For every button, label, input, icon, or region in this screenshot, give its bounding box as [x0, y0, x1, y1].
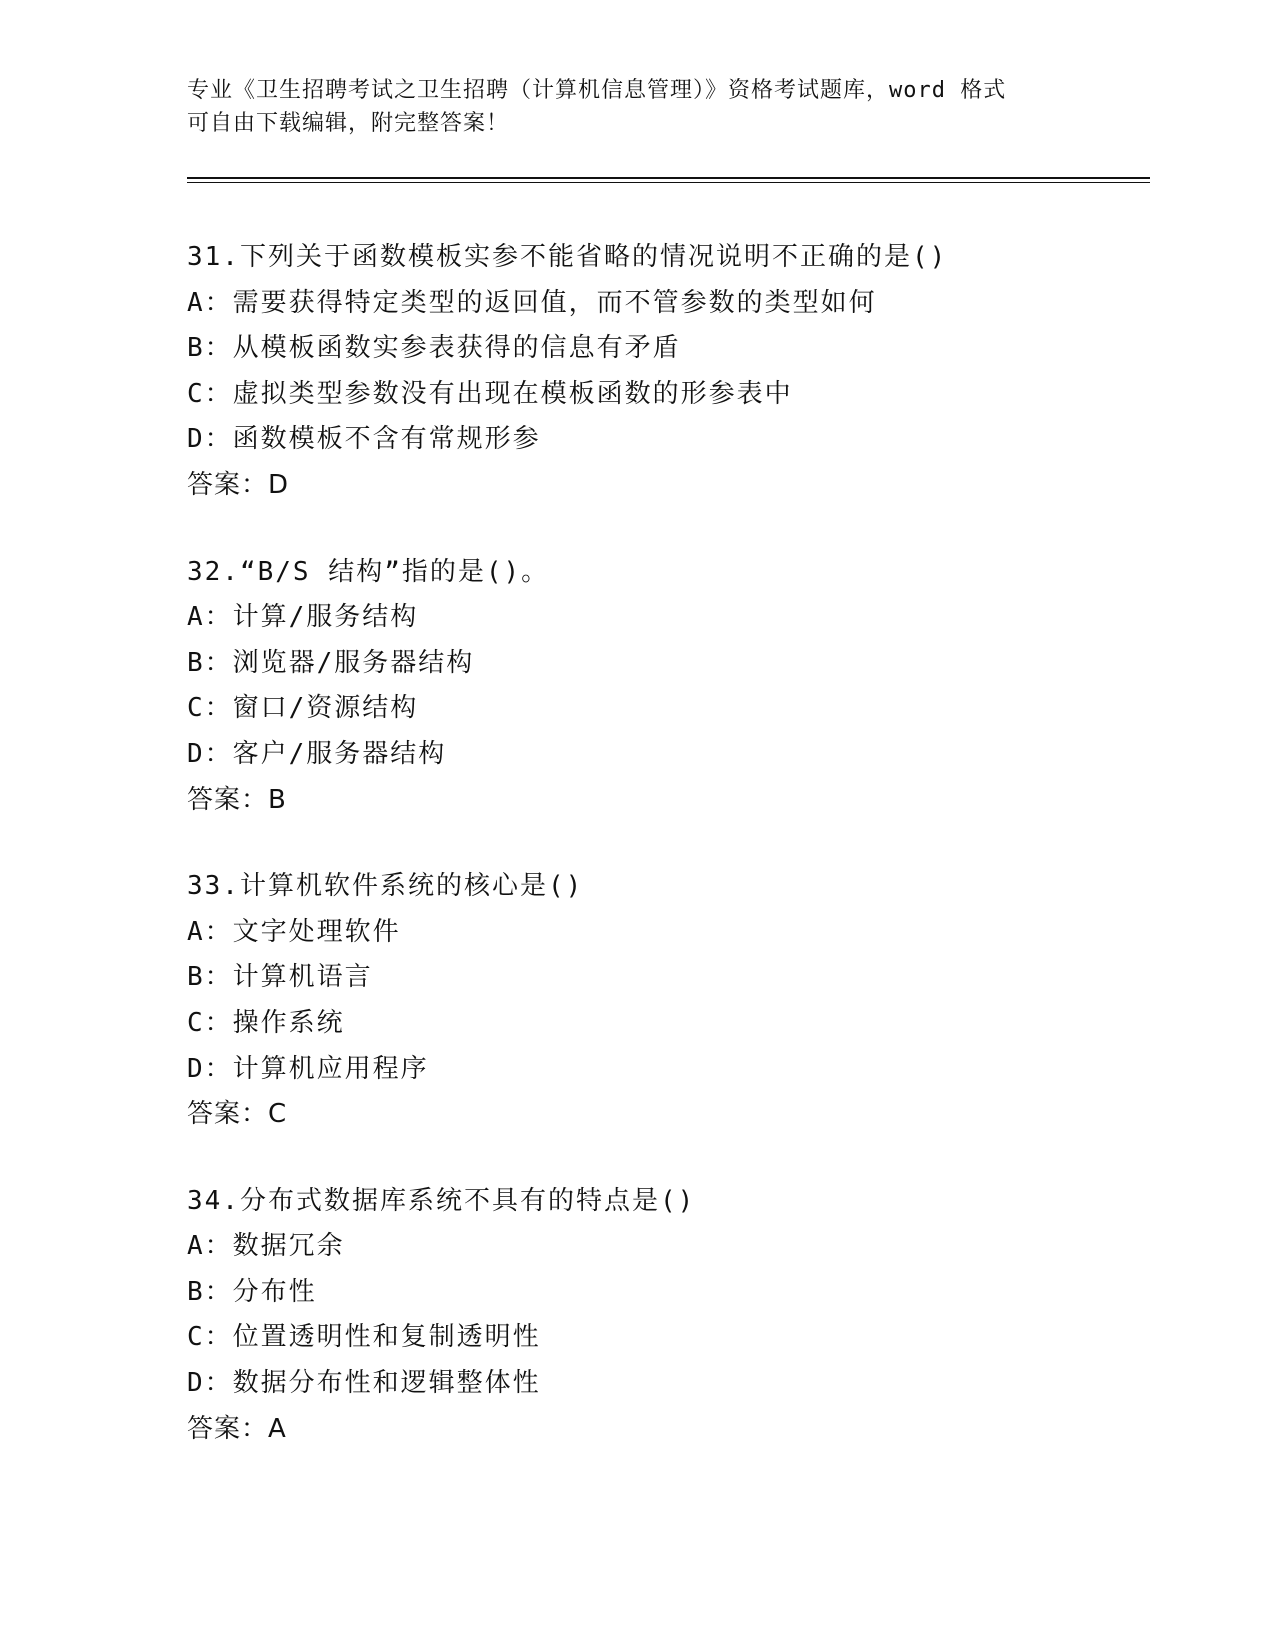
option-b: B：从模板函数实参表获得的信息有矛盾: [187, 333, 681, 364]
option-d: D：函数模板不含有常规形参: [187, 424, 541, 455]
question-32: [187, 550, 1147, 824]
question-stem: 34.分布式数据库系统不具有的特点是(): [187, 1185, 696, 1216]
header-line-2: 可自由下载编辑，附完整答案！: [187, 111, 510, 136]
option-a: A：计算/服务结构: [187, 602, 419, 633]
question-stem: 32.“B/S 结构”指的是()。: [187, 556, 550, 587]
header-divider-thin: [187, 182, 1150, 183]
question-33: [187, 864, 1147, 1138]
option-c: C：操作系统: [187, 1007, 345, 1038]
answer: 答案：B: [187, 784, 287, 815]
document-header: [187, 74, 1087, 140]
question-stem: 33.计算机软件系统的核心是(): [187, 871, 584, 902]
question-list: [187, 235, 1147, 1493]
option-c: C：位置透明性和复制透明性: [187, 1322, 541, 1353]
option-a: A：需要获得特定类型的返回值，而不管参数的类型如何: [187, 287, 877, 318]
answer: 答案：C: [187, 1099, 288, 1130]
option-a: A：文字处理软件: [187, 916, 401, 947]
option-b: B：分布性: [187, 1276, 317, 1307]
option-d: D：计算机应用程序: [187, 1053, 429, 1084]
option-b: B：计算机语言: [187, 962, 373, 993]
answer: 答案：A: [187, 1413, 287, 1444]
header-divider-thick: [187, 177, 1150, 179]
option-d: D：数据分布性和逻辑整体性: [187, 1368, 541, 1399]
question-34: [187, 1179, 1147, 1453]
option-d: D：客户/服务器结构: [187, 738, 447, 769]
header-line-1: 专业《卫生招聘考试之卫生招聘（计算机信息管理）》资格考试题库，word 格式: [187, 78, 1007, 103]
option-c: C：虚拟类型参数没有出现在模板函数的形参表中: [187, 378, 793, 409]
option-c: C：窗口/资源结构: [187, 693, 419, 724]
answer: 答案：D: [187, 469, 290, 500]
option-a: A：数据冗余: [187, 1231, 345, 1262]
option-b: B：浏览器/服务器结构: [187, 647, 475, 678]
question-31: [187, 235, 1147, 509]
question-stem: 31.下列关于函数模板实参不能省略的情况说明不正确的是(): [187, 242, 948, 272]
